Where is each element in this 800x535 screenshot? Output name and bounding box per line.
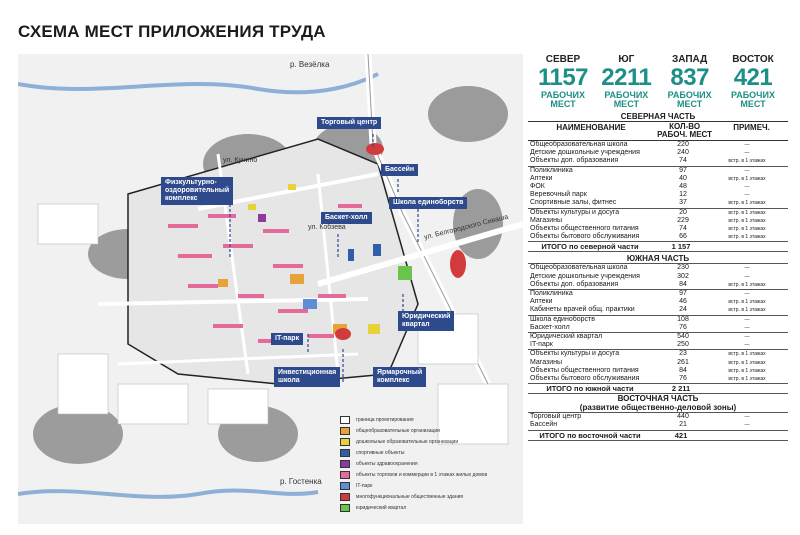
legend-label: объекты торговли и коммерции в 1 этажах жилых домов <box>356 471 488 478</box>
legend-swatch <box>340 504 350 512</box>
total-note <box>710 242 780 251</box>
direction-0 <box>532 54 594 109</box>
row-name: Общеобразовательная школа <box>530 141 628 148</box>
total-value: 2 211 <box>671 384 691 394</box>
legend-item <box>340 436 520 447</box>
row-name: Общеобразовательная школа <box>530 264 628 272</box>
direction-2 <box>659 54 721 109</box>
legend-label: юридический квартал <box>356 504 407 511</box>
east-section <box>528 412 788 440</box>
row-count: 540 <box>677 333 689 341</box>
legend-label: общеобразовательные организации <box>356 427 440 434</box>
row-group <box>528 350 788 384</box>
table-row <box>528 375 788 383</box>
north-heading: СЕВЕРНАЯ ЧАСТЬ <box>620 112 696 121</box>
legend-item <box>340 447 520 458</box>
row-note: — <box>744 342 750 349</box>
itpark-block <box>303 299 317 309</box>
row-count: 74 <box>679 225 687 233</box>
table-row <box>528 273 788 281</box>
row-name: Школа единоборств <box>530 315 595 323</box>
row-group <box>528 316 788 333</box>
row-count: 240 <box>677 149 689 157</box>
row-group <box>528 290 788 316</box>
row-name: Детские дошкольные учреждения <box>530 272 640 280</box>
map-legend <box>340 414 520 513</box>
row-count: 108 <box>677 315 689 323</box>
south-section <box>528 263 788 394</box>
row-name: Объекты доп. образования <box>530 280 619 288</box>
row-note: — <box>744 334 750 341</box>
row-count: 20 <box>679 208 687 216</box>
row-count: 302 <box>677 272 689 280</box>
row-note: встр. в 1 этажах <box>728 226 766 233</box>
row-name: ФОК <box>530 183 545 191</box>
row-note: встр. в 1 этажах <box>728 367 766 374</box>
table-row <box>528 367 788 375</box>
jobs-panel <box>528 54 788 441</box>
row-note: — <box>744 167 750 174</box>
row-name: Юридический квартал <box>530 333 603 341</box>
label-itpark[interactable]: IT-парк <box>271 333 303 345</box>
direction-name: ВОСТОК <box>732 54 774 65</box>
row-count: 440 <box>677 413 689 421</box>
legend-item <box>340 458 520 469</box>
row-name: Торговый центр <box>530 413 582 421</box>
table-row <box>528 281 788 289</box>
table-row <box>528 333 788 341</box>
direction-1 <box>595 54 657 109</box>
total-label: ИТОГО по северной части <box>541 242 639 252</box>
row-name: Объекты общественного питания <box>530 225 639 233</box>
table-row <box>528 413 788 421</box>
table-row <box>528 183 788 191</box>
row-note: встр. в 1 этажах <box>728 234 766 241</box>
row-note: — <box>744 265 750 272</box>
row-name: Объекты бытового обслуживания <box>530 375 640 383</box>
sport-block <box>373 244 381 256</box>
street-kuchino-label: ул. Кучино <box>223 157 258 164</box>
table-row <box>528 324 788 332</box>
row-note: — <box>744 150 750 157</box>
table-row <box>528 290 788 298</box>
legend-swatch <box>340 449 350 457</box>
row-count: 23 <box>679 350 687 358</box>
label-mall[interactable]: Торговый центр <box>317 117 381 129</box>
row-note: встр. в 1 этажах <box>728 307 766 314</box>
legend-item <box>340 480 520 491</box>
row-name: Поликлиника <box>530 166 573 174</box>
row-count: 76 <box>679 375 687 383</box>
row-name: Объекты доп. образования <box>530 157 619 165</box>
table-row <box>528 233 788 241</box>
row-note: встр. в 1 этажах <box>728 158 766 165</box>
legend-swatch <box>340 416 350 424</box>
row-note: — <box>744 422 750 429</box>
legend-label: IT-парк <box>356 482 373 489</box>
table-row <box>528 225 788 233</box>
table-row <box>528 209 788 217</box>
direction-name: СЕВЕР <box>545 54 581 65</box>
direction-label: РАБОЧИХ МЕСТ <box>604 90 649 109</box>
row-note: встр. в 1 этажах <box>728 299 766 306</box>
total-value: 1 157 <box>671 242 691 252</box>
south-heading: ЮЖНАЯ ЧАСТЬ <box>626 254 690 264</box>
label-pool[interactable]: Бассейн <box>381 164 418 176</box>
legend-label: дошкольные образовательные организации <box>356 438 459 445</box>
row-count: 230 <box>677 264 689 272</box>
legend-swatch <box>340 493 350 501</box>
col-note-header: ПРИМЕЧ. <box>733 123 770 132</box>
row-count: 48 <box>679 183 687 191</box>
total-label: ИТОГО по южной части <box>546 384 634 394</box>
row-group <box>528 209 788 243</box>
row-name: Поликлиника <box>530 290 573 298</box>
jobs-table <box>528 112 788 441</box>
row-name: Объекты культуры и досуга <box>530 208 620 216</box>
table-row <box>528 316 788 324</box>
label-martial[interactable]: Школа единоборств <box>389 197 467 209</box>
total-row <box>528 431 788 441</box>
row-count: 21 <box>679 421 687 429</box>
site-map[interactable] <box>18 54 523 524</box>
direction-count: 2211 <box>601 64 652 91</box>
east-heading: ВОСТОЧНАЯ ЧАСТЬ <box>617 394 699 404</box>
row-name: Аптеки <box>530 174 553 182</box>
label-basket[interactable]: Баскет-холл <box>321 212 372 224</box>
school-block <box>290 274 304 284</box>
legend-item <box>340 469 520 480</box>
row-count: 24 <box>679 306 687 314</box>
table-header <box>528 121 788 141</box>
row-count: 220 <box>677 141 689 148</box>
table-row <box>528 157 788 165</box>
row-name: Детские дошкольные учреждения <box>530 149 640 157</box>
row-group <box>528 264 788 290</box>
east-subheading: (развитие общественно-деловой зоны) <box>579 403 737 413</box>
total-row <box>528 384 788 394</box>
table-row <box>528 217 788 225</box>
table-row <box>528 175 788 183</box>
row-group <box>528 333 788 350</box>
mall-block <box>366 143 384 155</box>
row-count: 12 <box>679 191 687 199</box>
street-belgorod-label: ул. Белгородского Сиваша <box>423 213 510 242</box>
row-note: встр. в 1 этажах <box>728 281 766 288</box>
row-note: встр. в 1 этажах <box>728 200 766 207</box>
table-row <box>528 350 788 358</box>
row-note: — <box>744 273 750 280</box>
col-name-header: НАИМЕНОВАНИЕ <box>556 123 626 132</box>
row-count: 84 <box>679 366 687 374</box>
row-group <box>528 413 788 430</box>
legend-item <box>340 491 520 502</box>
row-count: 97 <box>679 166 687 174</box>
table-row <box>528 199 788 207</box>
legend-swatch <box>340 427 350 435</box>
row-note: встр. в 1 этажах <box>728 359 766 366</box>
direction-count: 1157 <box>537 64 589 91</box>
legend-swatch <box>340 438 350 446</box>
table-row <box>528 421 788 429</box>
row-count: 229 <box>677 216 689 224</box>
legend-item <box>340 502 520 513</box>
legend-swatch <box>340 471 350 479</box>
col-count-header: КОЛ-ВО РАБОЧ. МЕСТ <box>657 122 713 139</box>
direction-name: ЮГ <box>618 54 635 65</box>
row-note: встр. в 1 этажах <box>728 175 766 182</box>
table-row <box>528 341 788 349</box>
legend-label: многофункциональные общественные здания <box>356 493 464 500</box>
row-note: — <box>744 184 750 191</box>
direction-label: РАБОЧИХ МЕСТ <box>667 90 712 109</box>
row-group <box>528 167 788 209</box>
row-name: Спортивные залы, фитнес <box>530 199 617 207</box>
direction-count: 837 <box>670 64 709 91</box>
row-name: Веревочный парк <box>530 191 587 199</box>
direction-count: 421 <box>733 64 773 91</box>
direction-label: РАБОЧИХ МЕСТ <box>730 90 775 109</box>
direction-summary <box>528 54 788 109</box>
label-invest[interactable]: Инвестиционная школа <box>274 367 340 387</box>
row-name: Объекты культуры и досуга <box>530 350 620 358</box>
row-name: IT-парк <box>530 341 553 349</box>
total-value: 421 <box>674 430 688 440</box>
row-count: 37 <box>679 199 687 207</box>
table-row <box>528 167 788 175</box>
legend-swatch <box>340 482 350 490</box>
row-name: Кабинеты врачей общ. практики <box>530 306 635 314</box>
legend-label: объекты здравоохранения <box>356 460 418 467</box>
row-note: встр. в 1 этажах <box>728 209 766 216</box>
row-count: 46 <box>679 298 687 306</box>
table-row <box>528 264 788 272</box>
health-block <box>258 214 266 222</box>
legend-swatch <box>340 460 350 468</box>
row-name: Баскет-холл <box>530 323 570 331</box>
legend-item <box>340 414 520 425</box>
label-law[interactable]: Юридический квартал <box>398 311 454 331</box>
row-name: Бассейн <box>530 421 558 429</box>
legend-label: спортивные объекты <box>356 449 405 456</box>
row-note: — <box>744 142 750 148</box>
row-name: Объекты бытового обслуживания <box>530 233 640 241</box>
row-note: — <box>744 291 750 298</box>
north-section <box>528 141 788 252</box>
river-vezelka-label: р. Везёлка <box>290 60 330 69</box>
table-row <box>528 141 788 149</box>
row-note: встр. в 1 этажах <box>728 217 766 224</box>
row-count: 76 <box>679 323 687 331</box>
legend-item <box>340 425 520 436</box>
table-row <box>528 191 788 199</box>
total-row <box>528 242 788 252</box>
row-note: встр. в 1 этажах <box>728 376 766 383</box>
row-count: 250 <box>677 341 689 349</box>
law-block <box>398 266 412 280</box>
row-name: Магазины <box>530 216 563 224</box>
row-name: Аптеки <box>530 298 553 306</box>
row-count: 74 <box>679 157 687 165</box>
row-note: — <box>744 192 750 199</box>
total-label: ИТОГО по восточной части <box>539 430 641 440</box>
row-count: 261 <box>677 358 689 366</box>
kindergarten-block <box>288 184 296 190</box>
direction-3 <box>722 54 784 109</box>
table-row <box>528 306 788 314</box>
row-count: 66 <box>679 233 687 241</box>
street-kobzeva-label: ул. Кобзева <box>308 224 346 231</box>
row-count: 84 <box>679 280 687 288</box>
legend-label: граница проектирования <box>356 416 414 423</box>
row-name: Магазины <box>530 358 563 366</box>
label-fitness[interactable]: Физкультурно- оздоровительный комплекс <box>161 177 233 205</box>
row-note: — <box>744 316 750 323</box>
row-note: встр. в 1 этажах <box>728 351 766 358</box>
row-name: Объекты общественного питания <box>530 366 639 374</box>
row-count: 97 <box>679 290 687 298</box>
river-gostenka-label: р. Гостенка <box>280 477 322 486</box>
direction-label: РАБОЧИХ МЕСТ <box>541 90 585 109</box>
direction-name: ЗАПАД <box>672 54 708 65</box>
row-count: 40 <box>679 174 687 182</box>
total-note <box>710 384 780 393</box>
label-fair[interactable]: Ярмарочный комплекс <box>373 367 426 387</box>
page-title: СХЕМА МЕСТ ПРИЛОЖЕНИЯ ТРУДА <box>18 22 326 41</box>
row-note: — <box>744 324 750 331</box>
total-note <box>710 431 780 440</box>
table-row <box>528 359 788 367</box>
row-group <box>528 141 788 167</box>
row-note: — <box>744 414 750 421</box>
